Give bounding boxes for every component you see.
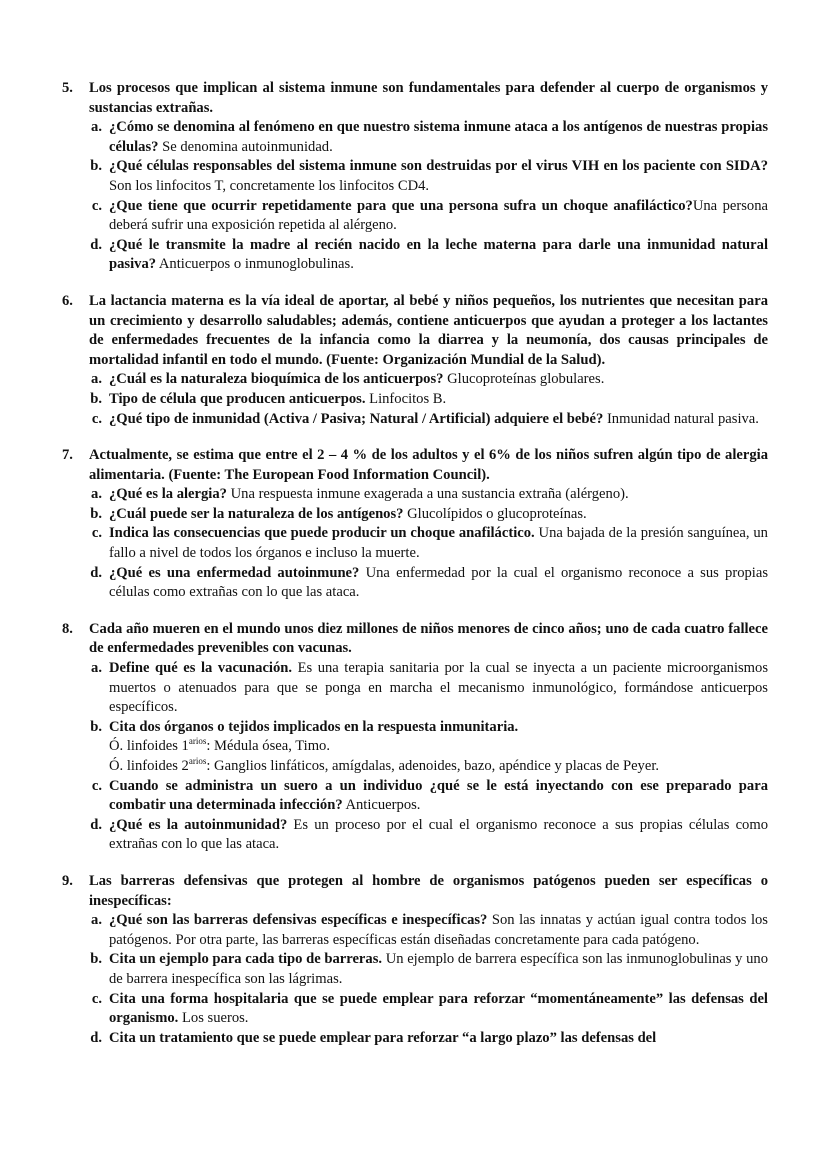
answer-text: : Ganglios linfáticos, amígdalas, adenoides, bazo, apéndice y placas de Peyer. [206,758,660,774]
question-stem: La lactancia materna es la vía ideal de aportar, al bebé y niños pequeños, los nutrientes que necesitan para un crecimiento y desarrollo saludables; además, contiene anticuerpos que ayudan a proteger a los lactantes de enfermedades frecuentes de la infancia como la diarrea y la neumonía, dos causas principales de mortalidad infantil en todo el mundo. (Fuente: Organización Mundial de la Salud). [89,292,768,368]
question-stem: Actualmente, se estima que entre el 2 – 4 % de los adultos y el 6% de los niños sufren algún tipo de alergia alimentaria. (Fuente: The European Food Information Council). [89,447,768,483]
item-letter: c. [91,990,102,1007]
item-answer: Linfocitos B. [365,390,447,407]
sub-question [73,990,768,1029]
sub-question [73,236,768,275]
item-letter: a. [91,371,102,388]
answer-prefix: Ó. linfoides 1 [109,738,189,755]
item-letter: b. [90,158,102,175]
sub-question [73,485,768,505]
document-page [62,79,768,1048]
item-answer: Es un proceso por el cual el organismo reconoce a sus propias células como extrañas con lo que las ataca. [109,816,768,853]
item-question: ¿Qué tipo de inmunidad (Activa / Pasiva; Natural / Artificial) adquiere el bebé? [109,410,604,427]
sub-question [73,370,768,390]
item-question: ¿Qué es una enfermedad autoinmune? [109,564,360,581]
item-question: Tipo de célula que producen anticuerpos. [109,390,366,407]
superscript: arios [188,756,207,767]
sub-question [73,950,768,989]
item-answer: Anticuerpos o inmunoglobulinas. [156,256,354,273]
item-question: Cita un tratamiento que se puede emplear para reforzar “a largo plazo” las defensas del [109,1029,657,1046]
sub-question [73,505,768,525]
item-answer: Glucolípidos o glucoproteínas. [403,505,587,522]
item-answer: Una persona deberá sufrir una exposición repetida al alérgeno. [109,197,768,234]
item-letter: b. [90,718,102,735]
sub-question [73,118,768,157]
question-number: 8. [62,620,73,637]
question-stem: Cada año mueren en el mundo unos diez millones de niños menores de cinco años; uno de cada cuatro fallece de enfermedades prevenibles con vacunas. [89,620,768,657]
item-question: ¿Qué le transmite la madre al recién nacido en la leche materna para darle una inmunidad natural pasiva? [109,236,768,273]
item-letter: d. [90,816,102,833]
sub-question [73,157,768,196]
question-number: 7. [62,447,73,464]
item-letter: a. [91,486,102,503]
item-letter: c. [91,410,102,427]
item-answer: Glucoproteínas globulares. [443,371,605,388]
question-number: 6. [62,292,73,309]
item-letter: c. [91,197,102,214]
question-body [89,292,768,429]
question-body [89,620,768,855]
item-answer: Es una terapia sanitaria por la cual se inyecta a un paciente microorganismos muertos o atenuados para que se ponga en marcha el mecanismo inmunológico, formándose anticuerpos específicos. [109,660,769,716]
item-letter: a. [91,912,102,929]
item-question: ¿Cuál puede ser la naturaleza de los antígenos? [109,505,404,522]
item-answer: Una respuesta inmune exagerada a una sustancia extraña (alérgeno). [226,486,629,503]
item-question: Indica las consecuencias que puede producir un choque anafiláctico. [109,525,535,542]
item-answer: Anticuerpos. [342,797,421,814]
item-question: ¿Que tiene que ocurrir repetidamente para que una persona sufra un choque anafiláctico? [109,197,693,214]
question-7 [62,446,768,603]
item-question: ¿Qué son las barreras defensivas específicas e inespecíficas? [109,912,488,929]
item-answer: Son las innatas y actúan igual contra todos los patógenos. Por otra parte, las barreras específicas están diseñadas concretamente para cada patógeno. [109,912,768,948]
sub-question [73,410,768,430]
item-answer: Se denomina autoinmunidad. [158,138,333,155]
question-8 [62,620,768,855]
answer-line-primary-organs [109,737,768,757]
answer-prefix: Ó. linfoides 2 [109,758,189,774]
question-body [89,79,768,275]
item-question: ¿Qué células responsables del sistema inmune son destruidas por el virus VIH en los paciente con SIDA? [109,158,768,175]
item-question: Cita una forma hospitalaria que se puede emplear para reforzar “momentáneamente” las defensas del organismo. [109,990,768,1027]
sub-question [73,816,768,855]
item-answer: Una bajada de la presión sanguínea, un fallo a nivel de todos los órganos e incluso la muerte. [109,525,768,562]
question-body [89,446,768,603]
question-5 [62,79,768,275]
item-answer: Una enfermedad por la cual el organismo reconoce a sus propias células como extrañas con lo que las ataca. [109,564,769,601]
sub-question [73,197,768,236]
sub-question [73,524,768,563]
item-answer: Inmunidad natural pasiva. [603,410,759,427]
item-letter: c. [91,525,102,542]
item-letter: d. [90,564,102,581]
question-6 [62,292,768,429]
sub-question [73,390,768,410]
item-letter: b. [90,505,102,522]
question-stem: Los procesos que implican al sistema inmune son fundamentales para defender al cuerpo de organismos y sustancias extrañas. [89,80,768,116]
item-letter: a. [91,119,102,136]
item-letter: a. [91,660,102,677]
item-letter: d. [90,236,102,253]
item-letter: c. [91,777,102,794]
item-question: Cita un ejemplo para cada tipo de barreras. [109,951,383,968]
answer-line-secondary-organs [109,757,768,777]
question-body [89,872,768,1048]
item-question: ¿Cuál es la naturaleza bioquímica de los anticuerpos? [109,371,444,388]
item-letter: d. [90,1029,102,1046]
item-question: ¿Cómo se denomina al fenómeno en que nuestro sistema inmune ataca a los antígenos de nuestras propias células? [109,119,768,155]
superscript: arios [188,736,207,747]
sub-question [73,777,768,816]
item-answer: Son los linfocitos T, concretamente los linfocitos CD4. [109,177,430,194]
sub-question [73,564,768,603]
item-question: Define qué es la vacunación. [109,660,293,677]
question-number: 9. [62,872,73,889]
item-question: ¿Qué es la autoinmunidad? [109,816,288,833]
sub-question [73,1029,768,1049]
question-stem: Las barreras defensivas que protegen al hombre de organismos patógenos pueden ser específicas o inespecíficas: [89,872,768,909]
item-question: ¿Qué es la alergia? [109,486,227,503]
item-question: Cita dos órganos o tejidos implicados en la respuesta inmunitaria. [109,718,519,735]
item-letter: b. [90,390,102,407]
item-question: Cuando se administra un suero a un individuo ¿qué se le está inyectando con ese preparado para combatir una determinada infección? [109,777,768,814]
item-letter: b. [90,951,102,968]
item-answer: Los sueros. [178,1010,249,1027]
sub-question [73,718,768,777]
sub-question [73,911,768,950]
item-answer: Un ejemplo de barrera específica son las inmunoglobulinas y uno de barrera inespecífica son las lágrimas. [109,951,768,987]
sub-question [73,659,768,718]
question-9 [62,872,768,1048]
answer-text: : Médula ósea, Timo. [206,738,331,755]
question-number: 5. [62,80,73,96]
